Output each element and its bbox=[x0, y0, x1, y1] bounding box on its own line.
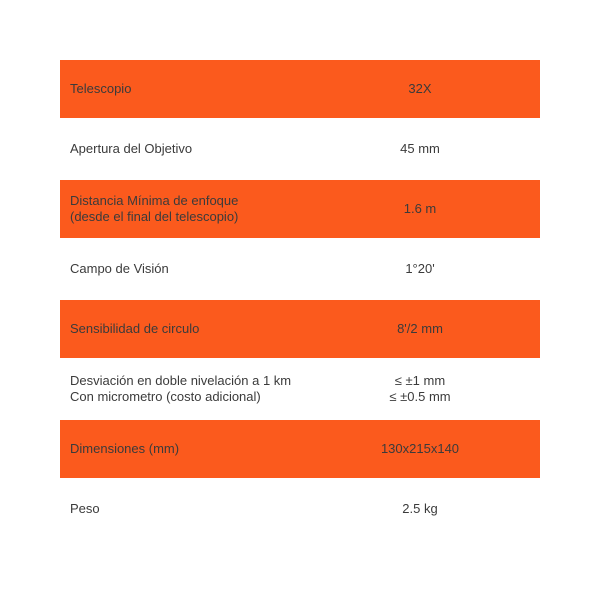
spec-value: 8'/2 mm bbox=[397, 321, 443, 336]
table-row bbox=[60, 180, 540, 238]
spec-label-cell bbox=[60, 238, 300, 300]
spec-label: Desviación en doble nivelación a 1 km bbox=[70, 373, 292, 388]
spec-label-cell bbox=[60, 478, 300, 540]
table-row bbox=[60, 60, 540, 118]
spec-label-cell bbox=[60, 60, 300, 118]
spec-value-cell bbox=[300, 300, 540, 358]
spec-label-cell bbox=[60, 300, 300, 358]
spec-label: Apertura del Objetivo bbox=[70, 141, 193, 156]
spec-value: 1.6 m bbox=[403, 201, 437, 216]
spec-label: Sensibilidad de circulo bbox=[70, 321, 200, 336]
spec-label-cell bbox=[60, 180, 300, 238]
table-row bbox=[60, 420, 540, 478]
spec-value: 2.5 kg bbox=[402, 501, 438, 516]
spec-value-cell bbox=[300, 60, 540, 118]
spec-label-line2: (desde el final del telescopio) bbox=[70, 209, 239, 224]
spec-value-line2: ≤ ±0.5 mm bbox=[389, 389, 451, 404]
spec-value: ≤ ±1 mm bbox=[394, 373, 446, 388]
spec-label: Distancia Mínima de enfoque bbox=[70, 193, 239, 208]
spec-value: 1°20' bbox=[405, 261, 435, 276]
spec-value-cell bbox=[300, 180, 540, 238]
spec-label: Telescopio bbox=[70, 81, 132, 96]
spec-value-cell bbox=[300, 478, 540, 540]
spec-label: Campo de Visión bbox=[70, 261, 169, 276]
spec-value: 45 mm bbox=[400, 141, 440, 156]
spec-label: Dimensiones (mm) bbox=[70, 441, 180, 456]
table-row bbox=[60, 358, 540, 420]
spec-value: 32X bbox=[408, 81, 432, 96]
spec-value-cell bbox=[300, 238, 540, 300]
spec-label: Peso bbox=[70, 501, 100, 516]
table-row bbox=[60, 300, 540, 358]
table-row bbox=[60, 238, 540, 300]
spec-label-cell bbox=[60, 118, 300, 180]
spec-value-cell bbox=[300, 118, 540, 180]
table-row bbox=[60, 118, 540, 180]
table-row bbox=[60, 478, 540, 540]
spec-value-cell bbox=[300, 358, 540, 420]
spec-label-cell bbox=[60, 420, 300, 478]
spec-value: 130x215x140 bbox=[380, 441, 460, 456]
spec-label-cell bbox=[60, 358, 300, 420]
specs-table bbox=[60, 60, 540, 540]
spec-value-cell bbox=[300, 420, 540, 478]
spec-label-line2: Con micrometro (costo adicional) bbox=[70, 389, 261, 404]
